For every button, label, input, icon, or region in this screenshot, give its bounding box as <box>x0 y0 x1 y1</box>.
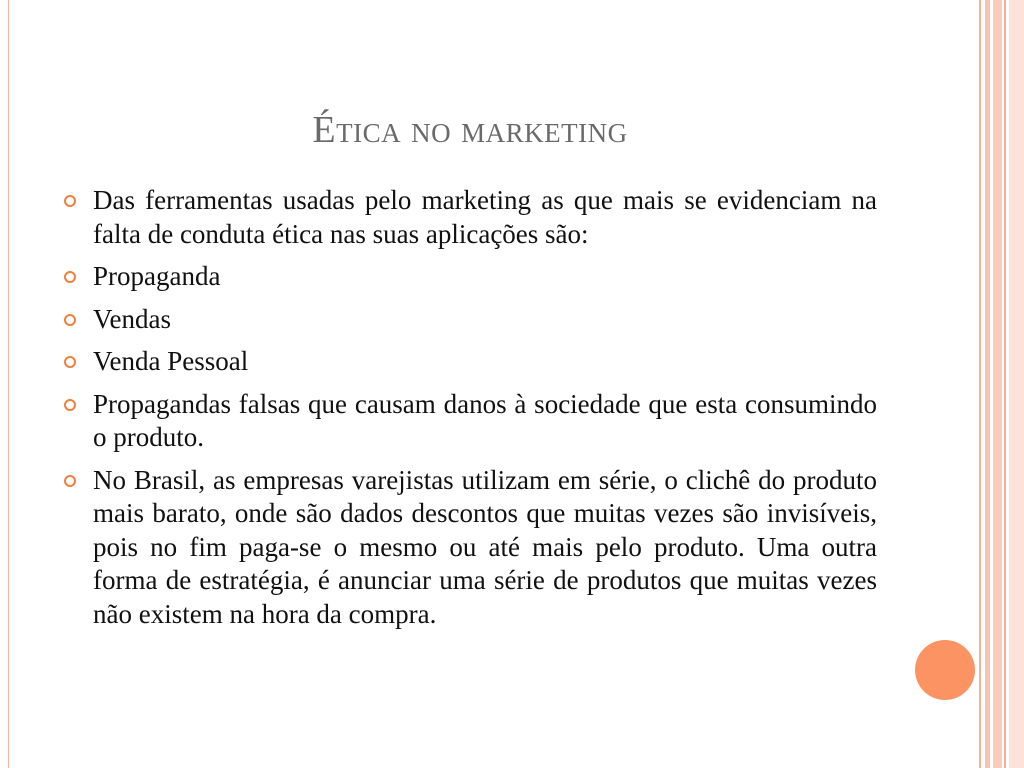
bullet-list <box>62 184 877 640</box>
bullet-icon <box>64 195 76 207</box>
right-stripe-1 <box>979 0 981 768</box>
list-item <box>62 464 877 632</box>
right-stripe-4 <box>1004 0 1006 768</box>
list-item <box>62 184 877 251</box>
bullet-text: Propagandas falsas que causam danos à sociedade que esta consumindo o produto. <box>93 388 877 452</box>
bullet-icon <box>64 475 76 487</box>
list-item <box>62 260 877 294</box>
list-item <box>62 303 877 337</box>
bullet-text: Propaganda <box>93 261 221 291</box>
bullet-text: Venda Pessoal <box>93 346 249 376</box>
bullet-icon <box>64 356 76 368</box>
bullet-icon <box>64 399 76 411</box>
bullet-text: Vendas <box>93 303 171 334</box>
right-stripe-2 <box>985 0 990 768</box>
right-stripe-3 <box>993 0 1002 768</box>
list-item <box>62 388 877 455</box>
orange-circle-icon <box>915 640 975 700</box>
list-item <box>62 345 877 379</box>
bullet-icon <box>64 271 76 283</box>
bullet-text: No Brasil, as empresas varejistas utilizam em série, o clichê do produto mais barato, onde são dados descontos que muitas vezes são invisíveis, pois no fim paga-se o mesmo ou até mais pelo produto. Uma outra forma de estratégia, é anunciar uma série de produtos que muitas vezes não existem na hora da compra. <box>93 464 877 629</box>
right-stripe-5 <box>1009 0 1024 768</box>
slide-title: Ética no marketing <box>312 109 628 151</box>
bullet-icon <box>64 314 76 326</box>
bullet-text: Das ferramentas usadas pelo marketing as que mais se evidenciam na falta de conduta ética nas suas aplicações são: <box>93 185 877 249</box>
